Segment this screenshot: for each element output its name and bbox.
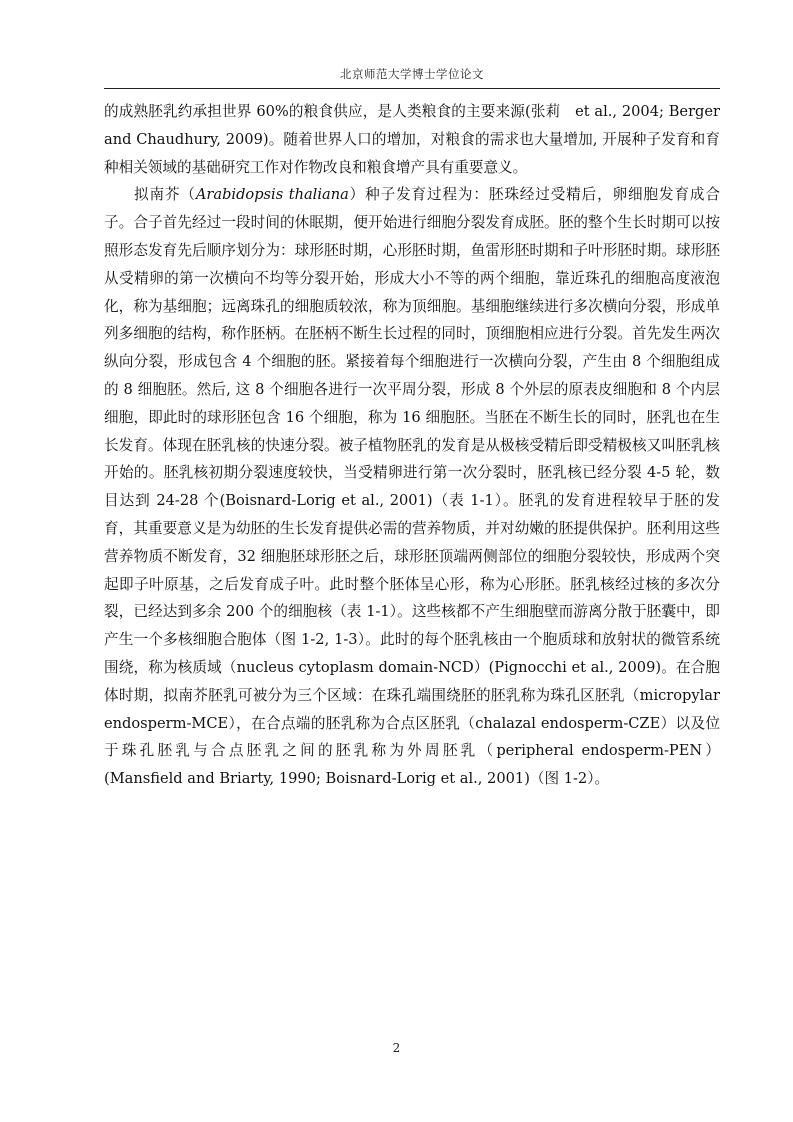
running-header: 北京师范大学博士学位论文 xyxy=(340,67,484,81)
header-rule xyxy=(104,88,720,89)
page-number: 2 xyxy=(392,1041,401,1055)
paragraph-lead: 拟南芥（ xyxy=(134,186,196,204)
paragraph-arabidopsis xyxy=(104,181,720,793)
body-text xyxy=(104,98,720,793)
paragraph-continued: 的成熟胚乳约承担世界 60%的粮食供应，是人类粮食的主要来源(张莉 et al., 2004; Berger and Chaudhury, 2009)。随着世界人口的增加，对粮食的需求也大量增加, 开展种子发育和育种相关领域的基础研究工作对作物改良和粮食增产具有重要意义。 xyxy=(104,103,720,176)
species-name: Arabidopsis thaliana xyxy=(195,186,349,204)
paragraph-body: ）种子发育过程为：胚珠经过受精后，卵细胞发育成合子。合子首先经过一段时间的休眠期，便开始进行细胞分裂发育成胚。胚的整个生长时期可以按照形态发育先后顺序划分为：球形胚时期，心形胚时期，鱼雷形胚时期和子叶形胚时期。球形胚从受精卵的第一次横向不均等分裂开始，形成大小不等的两个细胞，靠近珠孔的细胞高度液泡化，称为基细胞；远离珠孔的细胞质较浓，称为顶细胞。基细胞继续进行多次横向分裂，形成单列多细胞的结构，称作胚柄。在胚柄不断生长过程的同时，顶细胞相应进行分裂。首先发生两次纵向分裂，形成包含 4 个细胞的胚。紧接着每个细胞进行一次横向分裂，产生由 8 个细胞组成的 8 细胞胚。然后, 这 8 个细胞各进行一次平周分裂，形成 8 个外层的原表皮细胞和 8 个内层细胞，即此时的球形胚包含 16 个细胞，称为 16 细胞胚。当胚在不断生长的同时，胚乳也在生长发育。体现在胚乳核的快速分裂。被子植物胚乳的发育是从极核受精后即受精极核又叫胚乳核开始的。胚乳核初期分裂速度较快，当受精卵进行第一次分裂时，胚乳核已经分裂 4-5 轮，数目达到 24-28 个(Boisnard-Lorig et al., 2001)（表 1-1）。胚乳的发育进程较早于胚的发育，其重要意义是为幼胚的生长发育提供必需的营养物质，并对幼嫩的胚提供保护。胚利用这些营养物质不断发育，32 细胞胚球形胚之后，球形胚顶端两侧部位的细胞分裂较快，形成两个突起即子叶原基，之后发育成子叶。此时整个胚体呈心形，称为心形胚。胚乳核经过核的多次分裂，已经达到多余 200 个的细胞核（表 1-1）。这些核都不产生细胞壁而游离分散于胚囊中，即产生一个多核细胞合胞体（图 1-2, 1-3）。此时的每个胚乳核由一个胞质球和放射状的微管系统围绕，称为核质域（nucleus cytoplasm domain-NCD）(Pignocchi et al., 2009)。在合胞体时期，拟南芥胚乳可被分为三个区域：在珠孔端围绕胚的胚乳称为珠孔区胚乳（micropylar endosperm-MCE），在合点端的胚乳称为合点区胚乳（chalazal endosperm-CZE）以及位于珠孔胚乳与合点胚乳之间的胚乳称为外周胚乳（peripheral endosperm-PEN）(Mansfield and Briarty, 1990; Boisnard-Lorig et al., 2001)（图 1-2）。 xyxy=(104,186,720,788)
